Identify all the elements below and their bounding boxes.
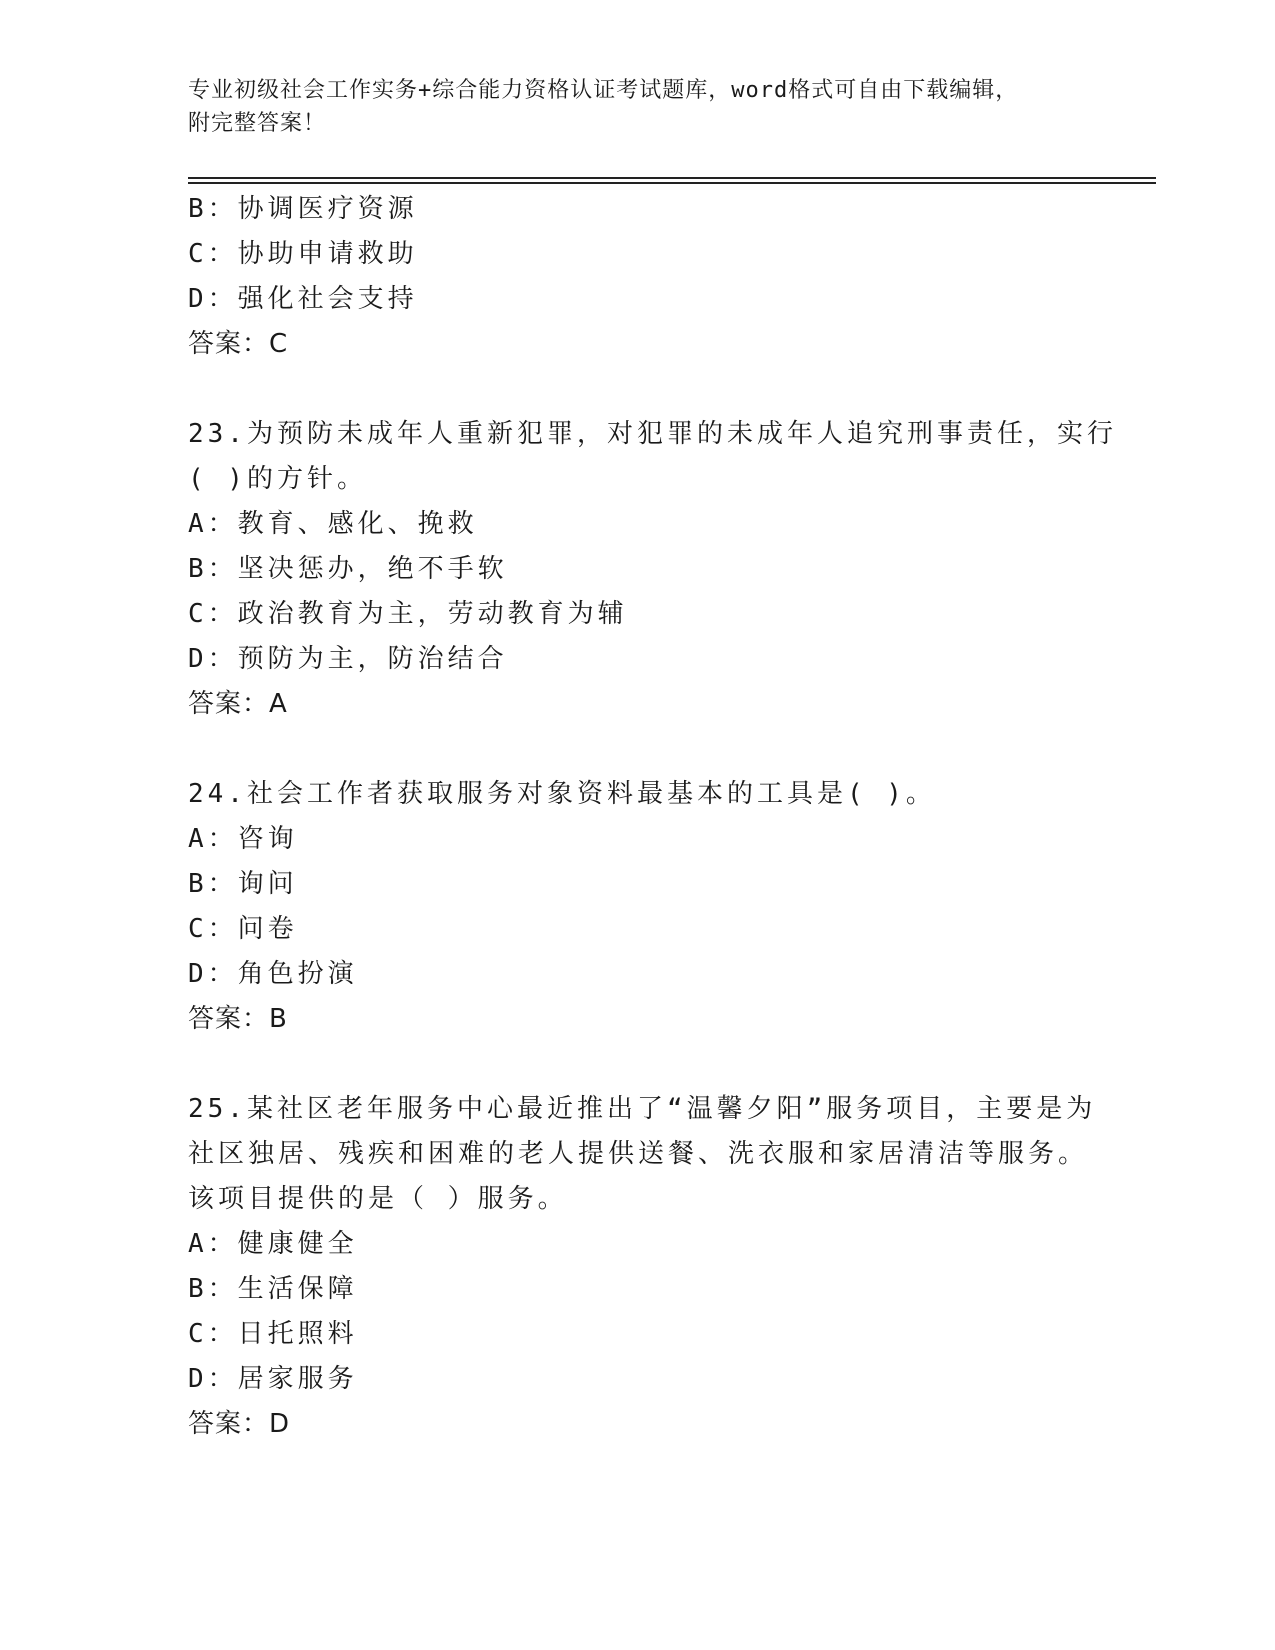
q23-option-b: B：坚决惩办，绝不手软 (188, 554, 508, 584)
q22-option-d: D：强化社会支持 (188, 284, 418, 314)
q25-answer: 答案：D (188, 1409, 291, 1439)
q23-option-d: D：预防为主，防治结合 (188, 644, 508, 674)
q25-option-b: B：生活保障 (188, 1274, 358, 1304)
q25-option-a: A：健康健全 (188, 1229, 358, 1259)
q24-option-d: D：角色扮演 (188, 959, 358, 989)
q22-option-c: C：协助申请救助 (188, 239, 418, 269)
q23-option-a: A：教育、感化、挽救 (188, 509, 478, 539)
q25-stem-line-3: 该项目提供的是（ ）服务。 (188, 1184, 568, 1214)
document-header (188, 74, 1088, 140)
q24-option-a: A：咨询 (188, 824, 298, 854)
q24-answer: 答案：B (188, 1004, 288, 1034)
q22-answer: 答案：C (188, 329, 289, 359)
q25-stem-line-2: 社区独居、残疾和困难的老人提供送餐、洗衣服和家居清洁等服务。 (188, 1139, 1089, 1169)
q25-stem-line-1: 25.某社区老年服务中心最近推出了“温馨夕阳”服务项目，主要是为 (188, 1094, 1097, 1124)
q23-stem-line-2: ( )的方针。 (188, 464, 367, 494)
q22-option-b: B：协调医疗资源 (188, 194, 418, 224)
header-title-line-1: 专业初级社会工作实务+综合能力资格认证考试题库，word格式可自由下载编辑， (188, 78, 1019, 103)
header-divider-top (188, 177, 1156, 179)
q23-stem-line-1: 23.为预防未成年人重新犯罪，对犯罪的未成年人追究刑事责任，实行 (188, 419, 1117, 449)
q25-option-c: C：日托照料 (188, 1319, 358, 1349)
q24-stem-line-1: 24.社会工作者获取服务对象资料最基本的工具是( )。 (188, 779, 936, 809)
q23-answer: 答案：A (188, 689, 288, 719)
q24-option-b: B：询问 (188, 869, 298, 899)
header-divider-bottom (188, 182, 1156, 184)
q24-option-c: C：问卷 (188, 914, 298, 944)
q23-option-c: C：政治教育为主，劳动教育为辅 (188, 599, 628, 629)
q25-option-d: D：居家服务 (188, 1364, 358, 1394)
header-title-line-2: 附完整答案！ (188, 111, 327, 136)
